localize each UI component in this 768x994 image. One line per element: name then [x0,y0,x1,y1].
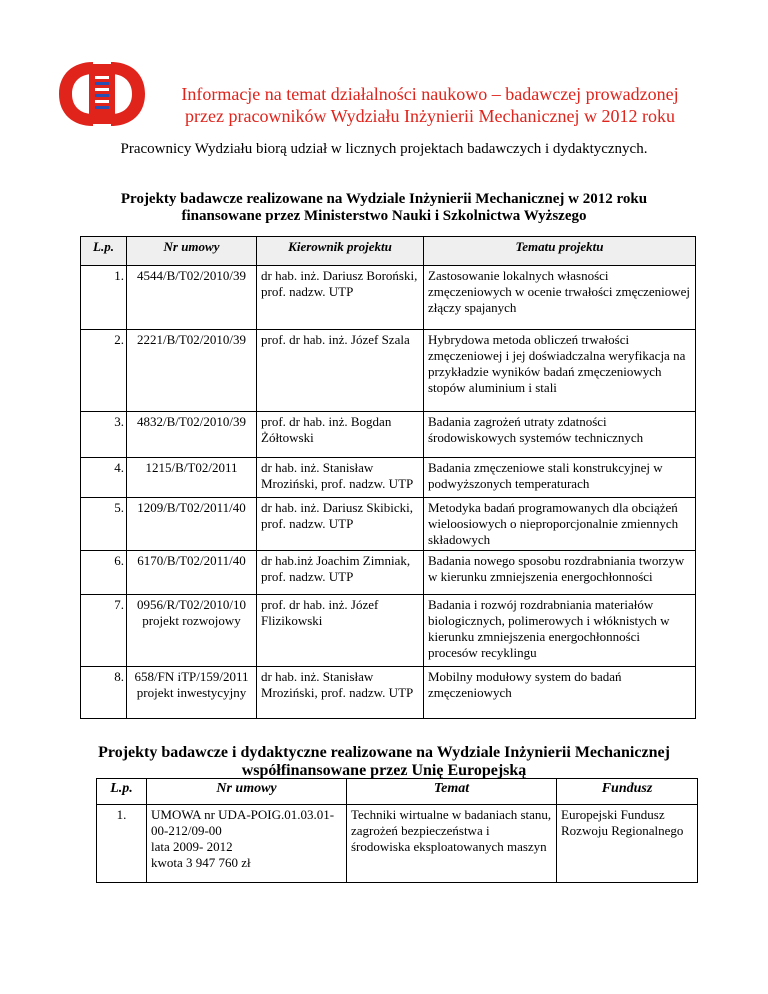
col-header-temat: Temat [347,779,557,805]
col-header-nr: Nr umowy [147,779,347,805]
section1-heading: Projekty badawcze realizowane na Wydziale Inżynierii Mechanicznej w 2012 roku finansowane przez Ministerstwo Nauki i Szkolnictwa Wyższego [120,191,648,224]
table-header-row [97,779,698,805]
table-row: 2. 2221/B/T02/2010/39 prof. dr hab. inż. Józef Szala Hybrydowa metoda obliczeń trwałości zmęczeniowej i jej doświadczalna weryfikacja na przykładzie wyników badań zmęczeniowych stopów aluminium i stali [81,330,696,412]
table-row: 3. 4832/B/T02/2010/39 prof. dr hab. inż. Bogdan Żółtowski Badania zagrożeń utraty zdatności środowiskowych systemów technicznych [81,412,696,458]
title-line-1: Informacje na temat działalności naukowo – badawczej prowadzonej [181,84,679,104]
col-header-temat: Tematu projektu [424,237,696,266]
col-header-nr: Nr umowy [127,237,257,266]
ministry-projects-table [80,236,696,719]
intro-text: Pracownicy Wydziału biorą udział w licznych projektach badawczych i dydaktycznych. [120,141,648,157]
logo-ring-left [59,62,93,126]
table-header-row [81,237,696,266]
col-header-fundusz: Fundusz [557,779,698,805]
table-row: 1. UMOWA nr UDA-POIG.01.03.01- 00-212/09-00 lata 2009- 2012 kwota 3 947 760 zł Techniki wirtualne w badaniach stanu, zagrożeń bezpieczeństwa i środowiska eksploatowanych maszyn Europejski Fundusz Rozwoju Regionalnego [97,805,698,883]
col-header-kierownik: Kierownik projektu [257,237,424,266]
table-row: 8. 658/FN iTP/159/2011 projekt inwestycyjny dr hab. inż. Stanisław Mroziński, prof. nadzw. UTP Mobilny modułowy system do badań zmęczeniowych [81,667,696,719]
table-row: 4. 1215/B/T02/2011 dr hab. inż. Stanisław Mroziński, prof. nadzw. UTP Badania zmęczeniowe stali konstrukcyjnej w podwyższonych temperaturach [81,458,696,498]
eu-projects-table [96,778,698,883]
section2-heading: Projekty badawcze i dydaktyczne realizowane na Wydziale Inżynierii Mechanicznej współfinansowane przez Unię Europejską [98,744,670,779]
col-header-lp: L.p. [97,779,147,805]
university-logo [53,54,151,134]
table-row: 7. 0956/R/T02/2010/10 projekt rozwojowy prof. dr hab. inż. Józef Flizikowski Badania i rozwój rozdrabniania materiałów biologicznych, polimerowych i włóknistych w kierunku zmniejszenia energochłonności procesów recyklingu [81,595,696,667]
table-row: 6. 6170/B/T02/2011/40 dr hab.inż Joachim Zimniak, prof. nadzw. UTP Badania nowego sposobu rozdrabniania tworzyw w kierunku zmniejszenia energochłonności [81,551,696,595]
logo-ring-right [111,62,145,126]
title-line-2: przez pracowników Wydziału Inżynierii Mechanicznej w 2012 roku [185,106,675,126]
col-header-lp: L.p. [81,237,127,266]
table-row: 1. 4544/B/T02/2010/39 dr hab. inż. Dariusz Boroński, prof. nadzw. UTP Zastosowanie lokalnych własności zmęczeniowych w ocenie trwałości zmęczeniowej złączy spajanych [81,266,696,330]
page-title [160,83,700,127]
table-row: 5. 1209/B/T02/2011/40 dr hab. inż. Dariusz Skibicki, prof. nadzw. UTP Metodyka badań programowanych dla obciążeń wieloosiowych o nieproporcjonalnie zmiennych składowych [81,498,696,551]
